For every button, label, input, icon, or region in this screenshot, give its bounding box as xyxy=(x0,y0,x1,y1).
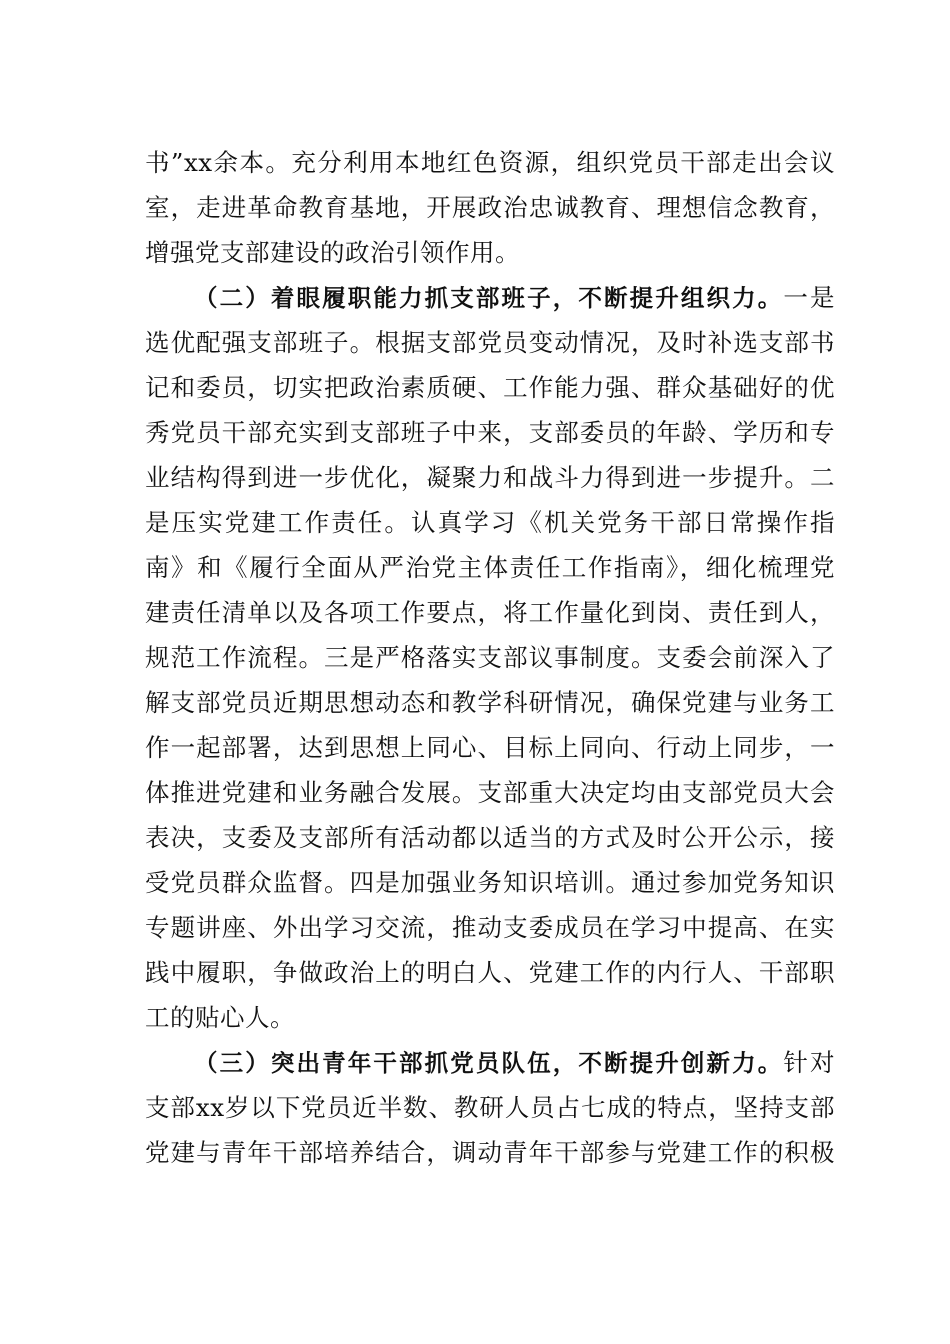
section-heading-3: （三）突出青年干部抓党员队伍，不断提升创新力。 xyxy=(194,1049,784,1077)
paragraph-first-line xyxy=(145,275,835,320)
paragraph-line: 党建与青年干部培养结合，调动青年干部参与党建工作的积极 xyxy=(145,1138,835,1167)
paragraph-line: 践中履职，争做政治上的明白人、党建工作的内行人、干部职 xyxy=(145,958,835,987)
paragraph-line: 规范工作流程。三是严格落实支部议事制度。支委会前深入了 xyxy=(145,643,835,672)
paragraph-line: 表决，支委及支部所有活动都以适当的方式及时公开公示，接 xyxy=(145,823,835,852)
paragraph-line: 南》和《履行全面从严治党主体责任工作指南》，细化梳理党 xyxy=(145,553,835,582)
paragraph-1 xyxy=(145,140,835,275)
paragraph-text: 一是 xyxy=(783,283,835,312)
paragraph-line: 建责任清单以及各项工作要点，将工作量化到岗、责任到人， xyxy=(145,598,835,627)
paragraph-line: 选优配强支部班子。根据支部党员变动情况，及时补选支部书 xyxy=(145,328,835,357)
paragraph-line: 受党员群众监督。四是加强业务知识培训。通过参加党务知识 xyxy=(145,868,835,897)
paragraph-line: 作一起部署，达到思想上同心、目标上同向、行动上同步，一 xyxy=(145,733,835,762)
paragraph-3 xyxy=(145,1040,835,1175)
paragraph-line: 解支部党员近期思想动态和教学科研情况，确保党建与业务工 xyxy=(145,688,835,717)
paragraph-line: 秀党员干部充实到支部班子中来，支部委员的年龄、学历和专 xyxy=(145,418,835,447)
paragraph-2 xyxy=(145,275,835,1040)
paragraph-line: 支部xx岁以下党员近半数、教研人员占七成的特点，坚持支部 xyxy=(145,1093,835,1122)
paragraph-line: 增强党支部建设的政治引领作用。 xyxy=(145,238,520,267)
paragraph-first-line xyxy=(145,1040,835,1085)
paragraph-line: 专题讲座、外出学习交流，推动支委成员在学习中提高、在实 xyxy=(145,913,835,942)
paragraph-line: 记和委员，切实把政治素质硬、工作能力强、群众基础好的优 xyxy=(145,373,835,402)
paragraph-line: 业结构得到进一步优化，凝聚力和战斗力得到进一步提升。二 xyxy=(145,463,835,492)
paragraph-line: 是压实党建工作责任。认真学习《机关党务干部日常操作指 xyxy=(145,508,835,537)
section-heading-2: （二）着眼履职能力抓支部班子，不断提升组织力。 xyxy=(194,284,784,312)
paragraph-line: 工的贴心人。 xyxy=(145,1003,295,1032)
paragraph-line: 室，走进革命教育基地，开展政治忠诚教育、理想信念教育， xyxy=(145,193,835,222)
paragraph-line: 书”xx余本。充分利用本地红色资源，组织党员干部走出会议 xyxy=(145,148,835,177)
paragraph-text: 针对 xyxy=(783,1048,835,1077)
paragraph-line: 体推进党建和业务融合发展。支部重大决定均由支部党员大会 xyxy=(145,778,835,807)
